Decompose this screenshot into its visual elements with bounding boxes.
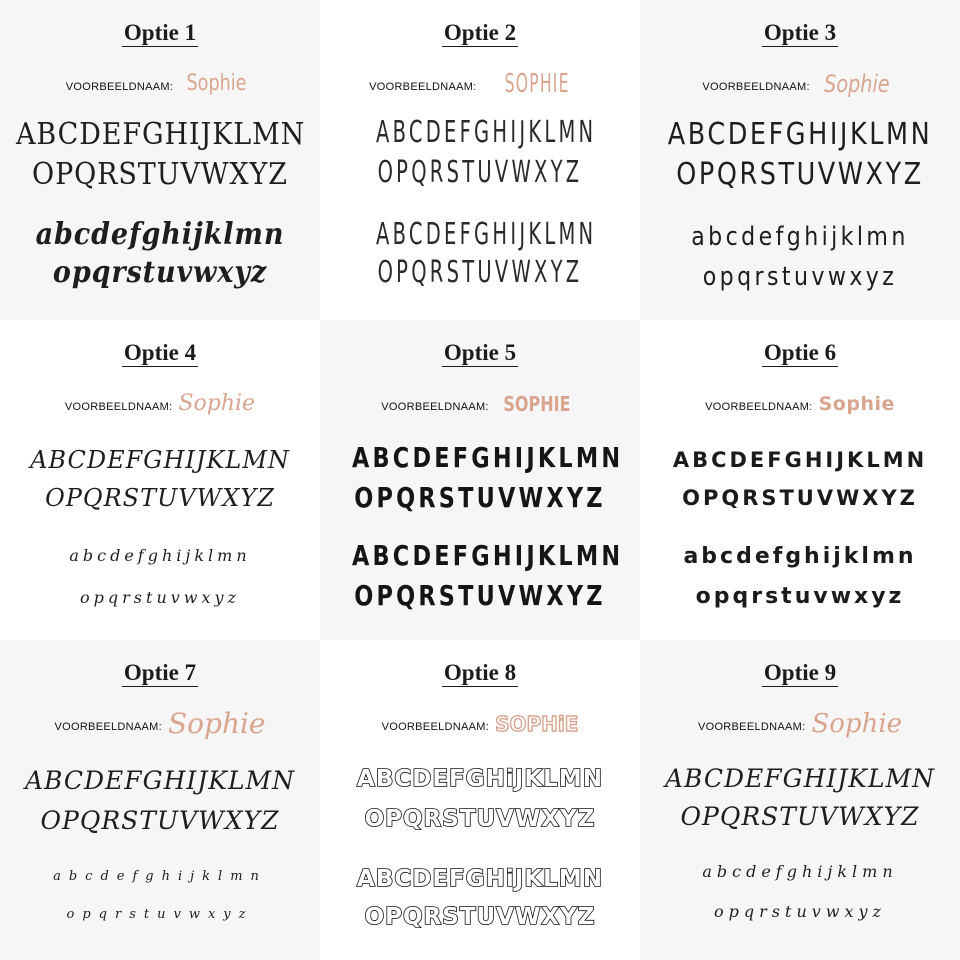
alphabet-line-4: OPQRSTUVWXYZ [377, 255, 583, 290]
alphabet-line-3: abcdefghijklmn [702, 862, 898, 881]
example-row [320, 706, 640, 742]
example-row [640, 66, 960, 102]
alphabet-line-2: OPQRSTUVWXYZ [377, 155, 583, 190]
alphabet-line-2: OPQRSTUVWXYZ [354, 481, 606, 514]
font-option-7[interactable] [0, 640, 320, 960]
example-name: Sophie [186, 71, 247, 96]
example-label: VOORBEELDNAAM: [64, 401, 173, 413]
example-name: SOPHIE [504, 69, 570, 99]
alphabet-line-1: ABCDEFGHIJKLMN [24, 766, 296, 795]
alphabet-line-3: ABCDEFGHIJKLMN [376, 217, 597, 252]
example-row [0, 386, 320, 422]
alphabet-line-2: OPQRSTUVWXYZ [682, 486, 918, 510]
example-label: VOORBEELDNAAM: [65, 81, 174, 93]
example-name: Sophie [811, 709, 903, 739]
option-title: Optie 1 [123, 20, 197, 45]
alphabet-line-3: abcdefghijklmn [53, 869, 267, 884]
alphabet-line-2: OPQRSTUVWXYZ [40, 806, 280, 835]
alphabet-line-3: abcdefghijklmn [35, 217, 285, 252]
example-name: Sophie [824, 70, 890, 98]
example-row [0, 66, 320, 102]
alphabet-line-1: ABCDEFGHIJKLMN [30, 446, 290, 474]
font-option-6[interactable] [640, 320, 960, 640]
example-row [640, 386, 960, 422]
option-title: Optie 2 [443, 20, 517, 45]
alphabet-line-4: opqrstuvwxyz [52, 255, 268, 290]
option-title: Optie 7 [123, 660, 197, 685]
option-title: Optie 3 [763, 20, 837, 45]
alphabet-line-4: OPQRSTUVWXYZ [364, 904, 596, 930]
example-name: Sophie [818, 392, 895, 415]
example-label: VOORBEELDNAAM: [702, 81, 810, 93]
example-row [320, 386, 640, 422]
font-option-9[interactable] [640, 640, 960, 960]
example-row [320, 66, 640, 102]
example-label: VOORBEELDNAAM: [381, 721, 490, 733]
alphabet-line-2: OPQRSTUVWXYZ [364, 806, 596, 832]
example-label: VOORBEELDNAAM: [697, 721, 806, 733]
example-row [0, 706, 320, 742]
alphabet-line-1: ABCDEFGHIJKLMN [352, 441, 624, 474]
alphabet-line-1: ABCDEFGHIJKLMN [672, 448, 928, 472]
font-option-1[interactable] [0, 0, 320, 320]
option-title: Optie 8 [443, 660, 517, 685]
alphabet-line-3: abcdefghijklmn [683, 544, 917, 569]
example-label: VOORBEELDNAAM: [705, 401, 813, 413]
alphabet-line-4: opqrstuvwxyz [695, 584, 905, 609]
alphabet-line-2: OPQRSTUVWXYZ [680, 802, 920, 831]
font-option-4[interactable] [0, 320, 320, 640]
alphabet-line-4: opqrstuvwxyz [66, 907, 254, 922]
alphabet-line-3: ABCDEFGHiJKLMN [357, 866, 603, 892]
font-option-5[interactable] [320, 320, 640, 640]
example-row [640, 706, 960, 742]
font-option-2[interactable] [320, 0, 640, 320]
alphabet-line-1: ABCDEFGHIJKLMN [667, 117, 933, 152]
font-option-8[interactable] [320, 640, 640, 960]
alphabet-line-1: ABCDEFGHIJKLMN [16, 117, 306, 152]
alphabet-line-4: opqrstuvwxyz [702, 262, 898, 292]
example-label: VOORBEELDNAAM: [381, 401, 489, 413]
option-title: Optie 5 [443, 340, 517, 365]
alphabet-line-2: OPQRSTUVWXYZ [676, 157, 924, 192]
alphabet-line-2: OPQRSTUVWXYZ [32, 157, 288, 192]
alphabet-line-3: abcdefghijklmn [69, 546, 251, 565]
alphabet-line-2: OPQRSTUVWXYZ [45, 484, 275, 512]
example-label: VOORBEELDNAAM: [54, 721, 162, 733]
example-name: SOPHIE [503, 392, 571, 416]
alphabet-line-3: ABCDEFGHIJKLMN [352, 539, 624, 572]
example-label: VOORBEELDNAAM: [369, 81, 477, 93]
example-name: Sophie [167, 707, 266, 740]
alphabet-line-3: abcdefghijklmn [691, 222, 909, 252]
alphabet-line-4: OPQRSTUVWXYZ [354, 579, 606, 612]
alphabet-line-1: ABCDEFGHiJKLMN [357, 766, 603, 792]
example-name: SOPHiE [495, 712, 579, 736]
option-title: Optie 6 [763, 340, 837, 365]
alphabet-line-1: ABCDEFGHIJKLMN [376, 115, 597, 150]
option-title: Optie 9 [763, 660, 837, 685]
alphabet-line-4: opqrstuvwxyz [714, 902, 886, 921]
font-option-3[interactable] [640, 0, 960, 320]
alphabet-line-1: ABCDEFGHIJKLMN [664, 764, 936, 793]
option-title: Optie 4 [123, 340, 197, 365]
example-name: Sophie [178, 391, 256, 416]
alphabet-line-4: opqrstuvwxyz [80, 588, 240, 607]
